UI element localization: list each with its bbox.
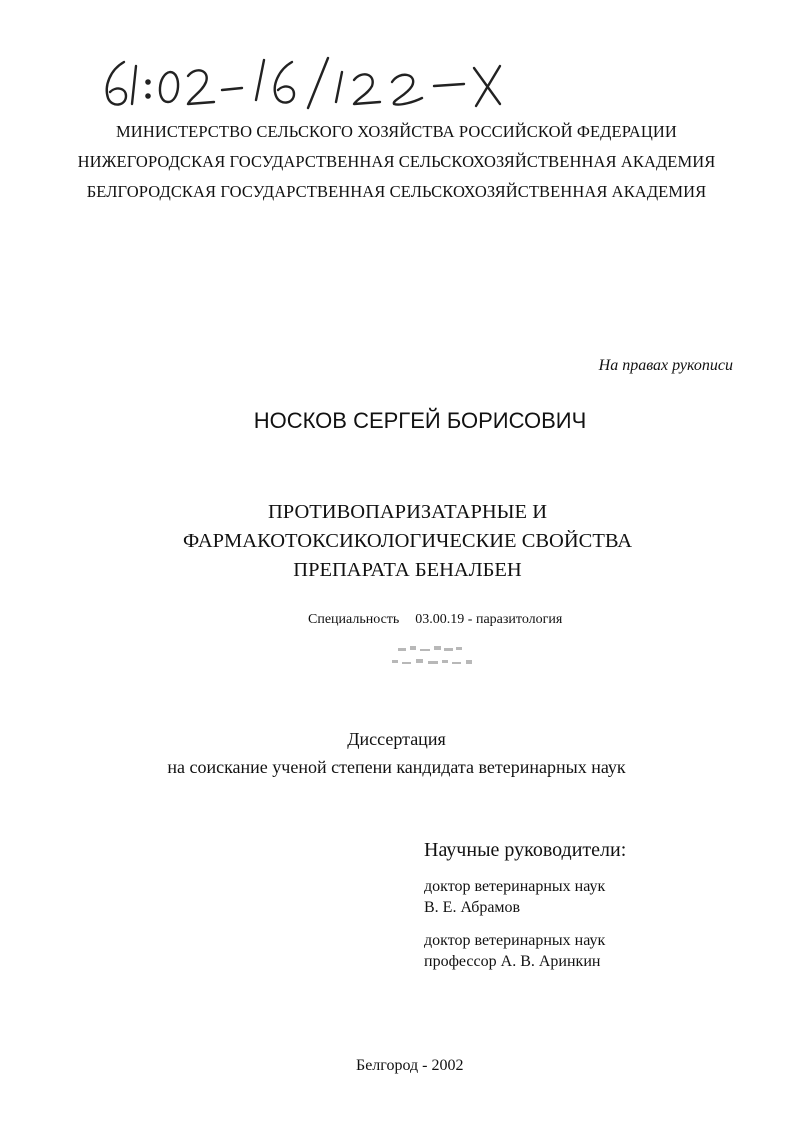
handwritten-shelfmark [96,52,556,122]
supervisor-first-degree: доктор ветеринарных наук [424,878,606,895]
specialty-code: 03.00.19 - паразитология [415,612,563,627]
specialty-label: Специальность [308,612,400,627]
manuscript-rights-note: На правах рукописи [598,357,733,374]
supervisor-second-degree: доктор ветеринарных наук [424,932,606,949]
place-and-year: Белгород - 2002 [356,1057,464,1074]
dissertation-type [0,725,793,781]
dissertation-title [0,498,793,585]
dissertation-line-1: Диссертация [347,729,446,749]
academy-header-belgorod: БЕЛГОРОДСКАЯ ГОСУДАРСТВЕННАЯ СЕЛЬСКОХОЗЯЙСТВЕННАЯ АКАДЕМИЯ [86,182,707,201]
title-line-3: ПРЕПАРАТА БЕНАЛБЕН [293,559,522,581]
title-line-1: ПРОТИВОПАРИЗАТАРНЫЕ И [268,501,547,523]
title-line-2: ФАРМАКОТОКСИКОЛОГИЧЕСКИЕ СВОЙСТВА [182,530,633,552]
specialty [308,612,562,628]
handwritten-shelfmark-drawing [96,52,556,122]
faint-stamp [380,640,490,674]
dissertation-line-2: на соискание ученой степени кандидата ветеринарных наук [167,757,626,777]
supervisor-first-name: В. Е. Абрамов [424,899,521,916]
supervisor-second-name: профессор А. В. Аринкин [424,953,601,970]
supervisors-heading: Научные руководители: [424,839,627,861]
supervisor-first [424,876,605,918]
supervisor-second [424,930,605,972]
academy-header-nizhny: НИЖЕГОРОДСКАЯ ГОСУДАРСТВЕННАЯ СЕЛЬСКОХОЗЯЙСТВЕННАЯ АКАДЕМИЯ [77,152,716,171]
faint-stamp-drawing [380,640,490,674]
author-name: НОСКОВ СЕРГЕЙ БОРИСОВИЧ [253,408,587,433]
ministry-header: МИНИСТЕРСТВО СЕЛЬСКОГО ХОЗЯЙСТВА РОССИЙСКОЙ ФЕДЕРАЦИИ [116,122,677,141]
